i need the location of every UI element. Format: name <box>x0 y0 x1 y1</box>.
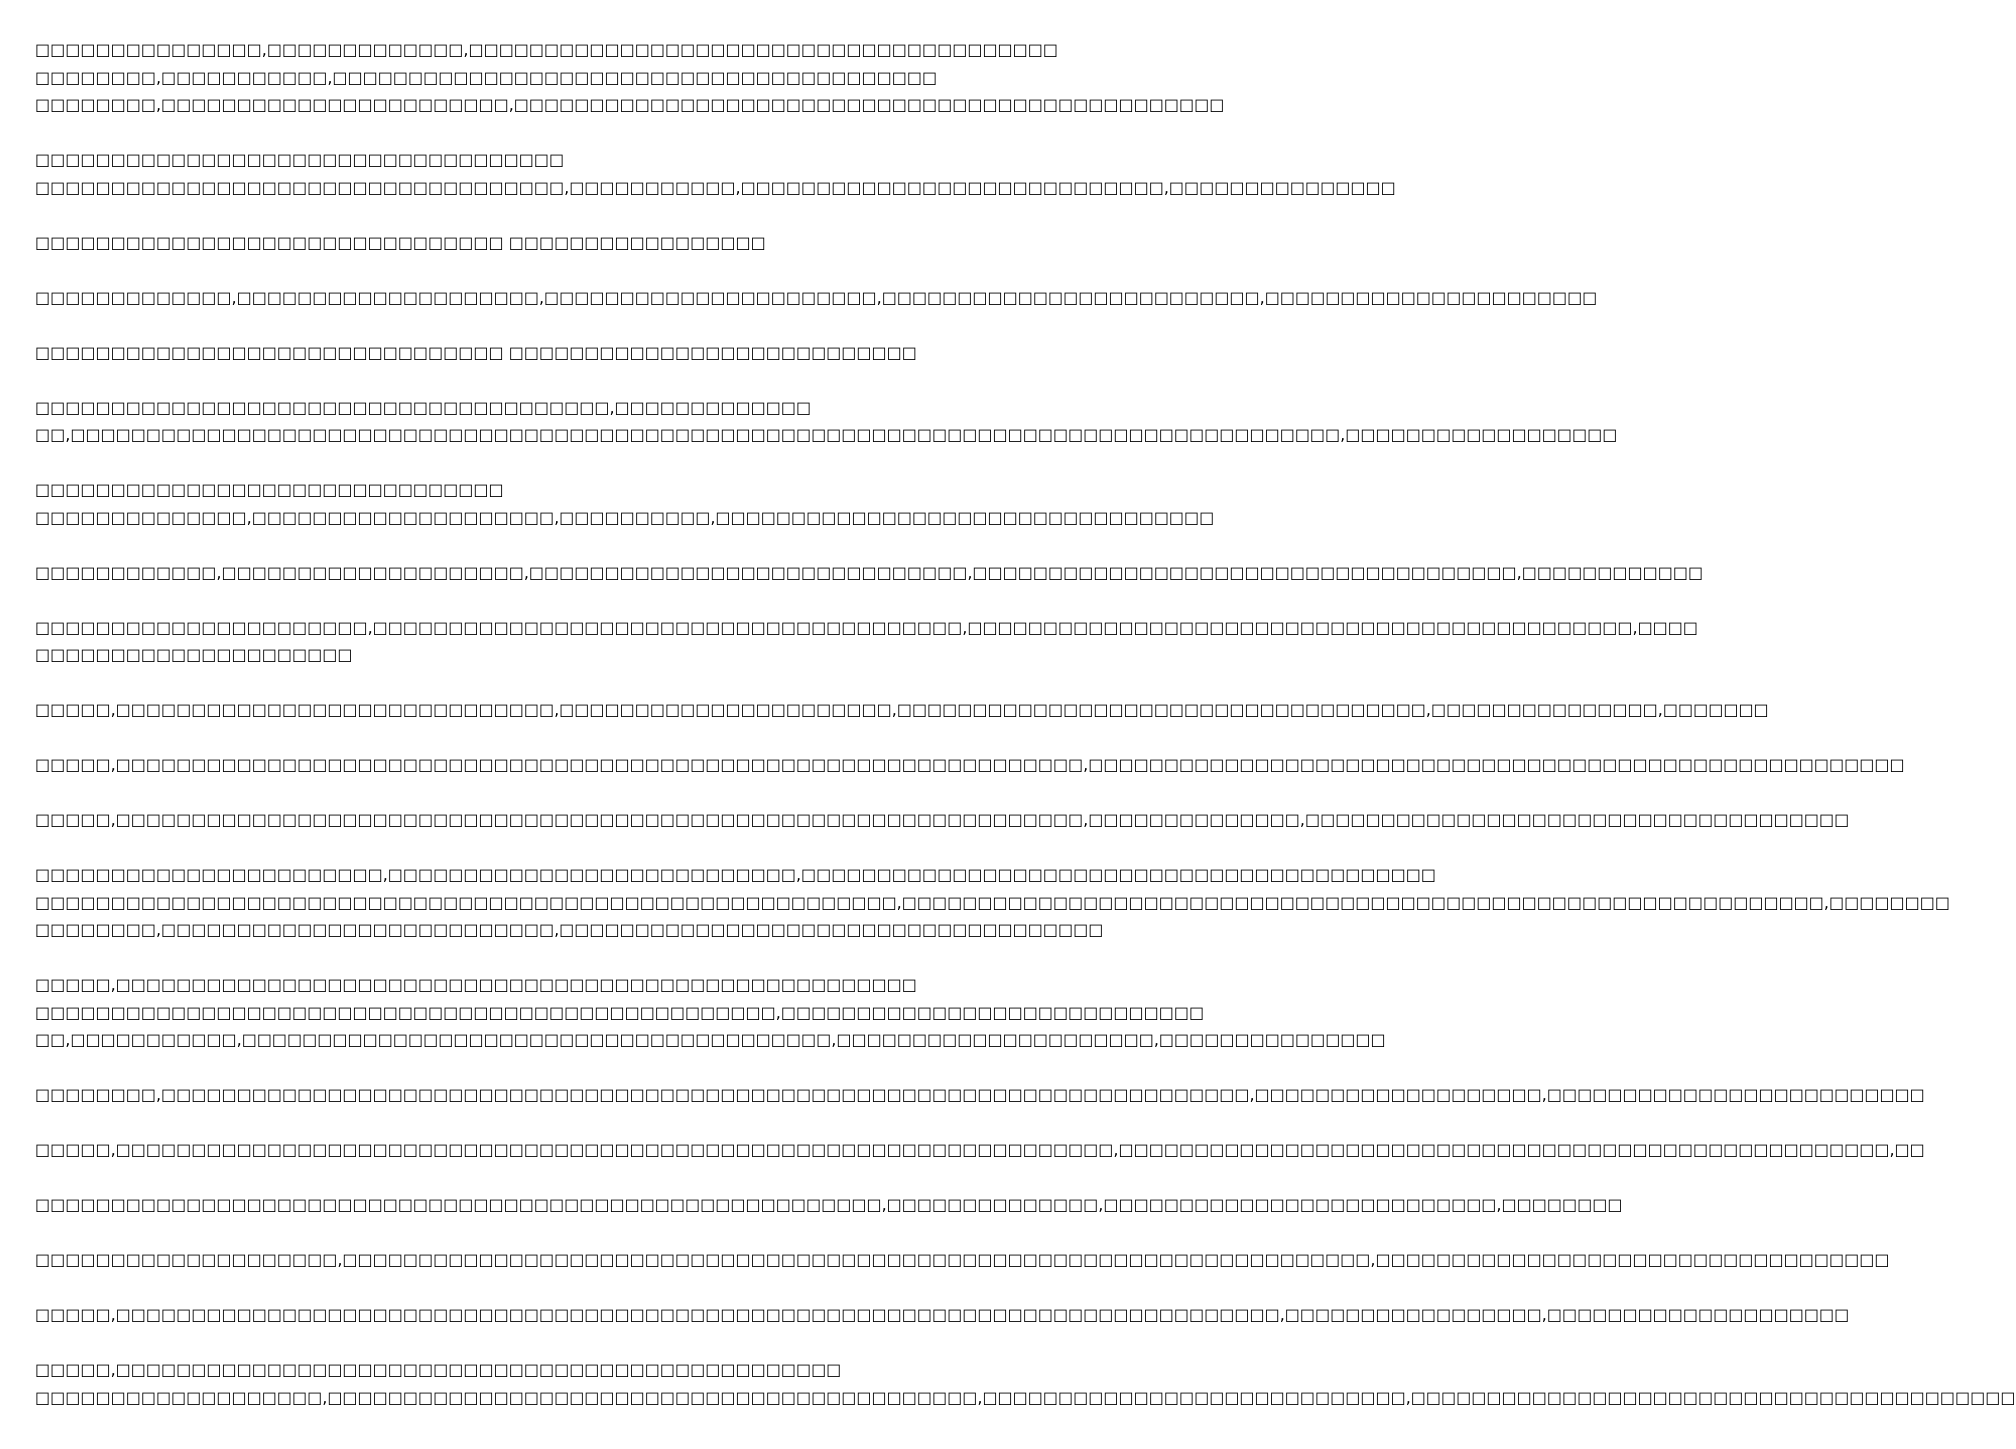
paragraph-10 <box>35 696 1769 724</box>
text-line: □□□□□□□□□□□□□□□□□□□□□□□,□□□□□□□□□□□□□□□□□□□□□□□□□□□,□□□□□□□□□□□□□□□□□□□□□□□□□□□□□□□□□□□□□□□□□□ <box>35 865 1436 884</box>
text-line: □□□□□□□□,□□□□□□□□□□□,□□□□□□□□□□□□□□□□□□□□□□□□□□□□□□□□□□□□□□□□ <box>35 67 938 87</box>
text-line: □□□□□□□□,□□□□□□□□□□□□□□□□□□□□□□□□□□,□□□□□□□□□□□□□□□□□□□□□□□□□□□□□□□□□□□□ <box>35 920 1104 939</box>
text-line: □□□□□□□□□□□□□□□□□□□□□□,□□□□□□□□□□□□□□□□□□□□□□□□□□□□□□□□□□□□□□□,□□□□□□□□□□□□□□□□□□□□□□□□□□□□□□□□□□□□□□□□□□□□,□□□□ <box>35 617 1699 637</box>
paragraph-5 <box>35 339 989 367</box>
paragraph-19 <box>35 1301 1850 1329</box>
text-line: □□□□□,□□□□□□□□□□□□□□□□□□□□□□□□□□□□□,□□□□□□□□□□□□□□□□□□□□□□,□□□□□□□□□□□□□□□□□□□□□□□□□□□□□□□□□□□,□□□□□□□□□□□□□□□,□□□□□□□ <box>35 700 1769 719</box>
paragraph-6 <box>35 394 1618 449</box>
text-line: □□□□□□□□□□□□□□□□□□□□□□□□□□□□□□□□□□□□□□,□□□□□□□□□□□□□ <box>35 397 812 417</box>
paragraph-9 <box>35 614 1699 669</box>
text-line: □□□□□□□□□□□□□□□□□□□□□□□□□□□□□□□□□□□ <box>35 150 565 169</box>
paragraph-18 <box>35 1246 1890 1274</box>
text-line: □□□□□□□□□□□□□□,□□□□□□□□□□□□□□□□□□□□,□□□□□□□□□□,□□□□□□□□□□□□□□□□□□□□□□□□□□□□□□□□□ <box>35 507 1215 527</box>
text-line: □□□□□□□□□□□□,□□□□□□□□□□□□□□□□□□□□,□□□□□□□□□□□□□□□□□□□□□□□□□□□□□,□□□□□□□□□□□□□□□□□□□□□□□□□□□□□□□□□□□□,□□□□□□□□□□□□ <box>35 562 1704 582</box>
text-line: □□,□□□□□□□□□□□,□□□□□□□□□□□□□□□□□□□□□□□□□□□□□□□□□□□□□□□,□□□□□□□□□□□□□□□□□□□□□,□□□□□□□□□□□□□□□ <box>35 1030 1386 1049</box>
text-line: □□□□□□□□,□□□□□□□□□□□□□□□□□□□□□□□,□□□□□□□□□□□□□□□□□□□□□□□□□□□□□□□□□□□□□□□□□□□□□□□ <box>35 95 1225 114</box>
paragraph-14 <box>35 971 1386 1054</box>
text-line: □□□□□□□□□□□□□□□□□□□□□□□□□□□□□□□□□□□□□□□□□□□□□□□□□□□□□□□□,□□□□□□□□□□□□□□,□□□□□□□□□□□□□□□□□□□□□□□□□□,□□□□□□□□ <box>35 1195 1623 1214</box>
text-line: □□□□□□□□,□□□□□□□□□□□□□□□□□□□□□□□□□□□□□□□□□□□□□□□□□□□□□□□□□□□□□□□□□□□□□□□□□□□□□□□□,□□□□□□□□□□□□□□□□□□□,□□□□□□□□□□□□□□□□□□□□□□□□□ <box>35 1085 1925 1104</box>
text-line: □□□□□,□□□□□□□□□□□□□□□□□□□□□□□□□□□□□□□□□□□□□□□□□□□□□□□□□□□□□ <box>35 975 917 994</box>
text-line: □□□□□□□□□□□□□□□□□□□□,□□□□□□□□□□□□□□□□□□□□□□□□□□□□□□□□□□□□□□□□□□□□□□□□□□□□□□□□□□□□□□□□□□□□,□□□□□□□□□□□□□□□□□□□□□□□□□□□□□□□□□□ <box>35 1250 1890 1269</box>
text-line: □□□□□□□□□□□□□□□□□□□,□□□□□□□□□□□□□□□□□□□□□□□□□□□□□□□□□□□□□□□□□□□,□□□□□□□□□□□□□□□□□□□□□□□□□□□□,□□□□□□□□□□□□□□□□□□□□□□□□□□□□□□□□□□□□□□□□ <box>35 1387 2016 1407</box>
text-line: □□□□□□□□□□□□□□□□□□□□□□□□□□□□□□□□□□□,□□□□□□□□□□□,□□□□□□□□□□□□□□□□□□□□□□□□□□□□,□□□□□□□□□□□□□□□ <box>35 177 1396 197</box>
text-line: □□□□□□□□□□□□□□□□□□□□□□□□□□□□□□□ □□□□□□□□□□□□□□□□□ <box>35 232 766 252</box>
text-line: □□□□□,□□□□□□□□□□□□□□□□□□□□□□□□□□□□□□□□□□□□□□□□□□□□□□□□□□□□□□□□□□□□□□□□,□□□□□□□□□□□□□□,□□□□□□□□□□□□□□□□□□□□□□□□□□□□□□□□□□□□ <box>35 810 1850 829</box>
text-line: □□□□□,□□□□□□□□□□□□□□□□□□□□□□□□□□□□□□□□□□□□□□□□□□□□□□□□□□□□□□□□□□□□□□□□□□□□□□□□□□□□□,□□□□□□□□□□□□□□□□□,□□□□□□□□□□□□□□□□□□□□ <box>35 1305 1850 1324</box>
paragraph-7 <box>35 476 1215 531</box>
text-line: □□,□□□□□□□□□□□□□□□□□□□□□□□□□□□□□□□□□□□□□□□□□□□□□□□□□□□□□□□□□□□□□□□□□□□□□□□□□□□□□□□□□□□□,□□□□□□□□□□□□□□□□□□ <box>35 425 1618 444</box>
text-line: □□□□□□□□□□□□□,□□□□□□□□□□□□□□□□□□□□,□□□□□□□□□□□□□□□□□□□□□□,□□□□□□□□□□□□□□□□□□□□□□□□□,□□□□□□□□□□□□□□□□□□□□□□ <box>35 287 1598 307</box>
paragraph-17 <box>35 1191 1623 1219</box>
paragraph-16 <box>35 1136 1925 1164</box>
text-line: □□□□□,□□□□□□□□□□□□□□□□□□□□□□□□□□□□□□□□□□□□□□□□□□□□□□□□□□□□□□□□□□□□□□□□,□□□□□□□□□□□□□□□□□□□□□□□□□□□□□□□□□□□□□□□□□□□□□□□□□□□□□□ <box>35 755 1905 774</box>
paragraph-8 <box>35 559 1704 587</box>
text-line: □□□□□□□□□□□□□□□□□□□□□□□□□□□□□□□ <box>35 480 504 499</box>
paragraph-20 <box>35 1356 2016 1411</box>
paragraph-3 <box>35 229 989 257</box>
text-line: □□□□□,□□□□□□□□□□□□□□□□□□□□□□□□□□□□□□□□□□□□□□□□□□□□□□□□ <box>35 1360 842 1379</box>
document-page <box>35 36 2016 1439</box>
text-line: □□□□□,□□□□□□□□□□□□□□□□□□□□□□□□□□□□□□□□□□□□□□□□□□□□□□□□□□□□□□□□□□□□□□□□□□,□□□□□□□□□□□□□□□□□□□□□□□□□□□□□□□□□□□□□□□□□□□□□□□□□□□,□□ <box>35 1140 1925 1159</box>
text-line: □□□□□□□□□□□□□□□□□□□□□□□□□□□□□□□□□□□□□□□□□□□□□□□□□□□□□□□□□,□□□□□□□□□□□□□□□□□□□□□□□□□□□□□□□□□□□□□□□□□□□□□□□□□□□□□□□□□□□□□,□□□□□□□□ <box>35 892 1950 912</box>
text-line: □□□□□□□□□□□□□□□□□□□□□ <box>35 645 353 664</box>
paragraph-1 <box>35 36 1225 119</box>
paragraph-12 <box>35 806 1850 834</box>
text-line: □□□□□□□□□□□□□□□□□□□□□□□□□□□□□□□□□□□□□□□□□□□□□□□□□,□□□□□□□□□□□□□□□□□□□□□□□□□□□□ <box>35 1002 1205 1022</box>
text-line: □□□□□□□□□□□□□□□□□□□□□□□□□□□□□□□ □□□□□□□□□□□□□□□□□□□□□□□□□□□ <box>35 342 917 362</box>
paragraph-4 <box>35 284 1598 312</box>
paragraph-11 <box>35 751 1905 779</box>
paragraph-2 <box>35 146 1396 201</box>
paragraph-15 <box>35 1081 1925 1109</box>
text-line: □□□□□□□□□□□□□□□,□□□□□□□□□□□□□,□□□□□□□□□□□□□□□□□□□□□□□□□□□□□□□□□□□□□□□ <box>35 40 1059 59</box>
paragraph-13 <box>35 861 1950 944</box>
